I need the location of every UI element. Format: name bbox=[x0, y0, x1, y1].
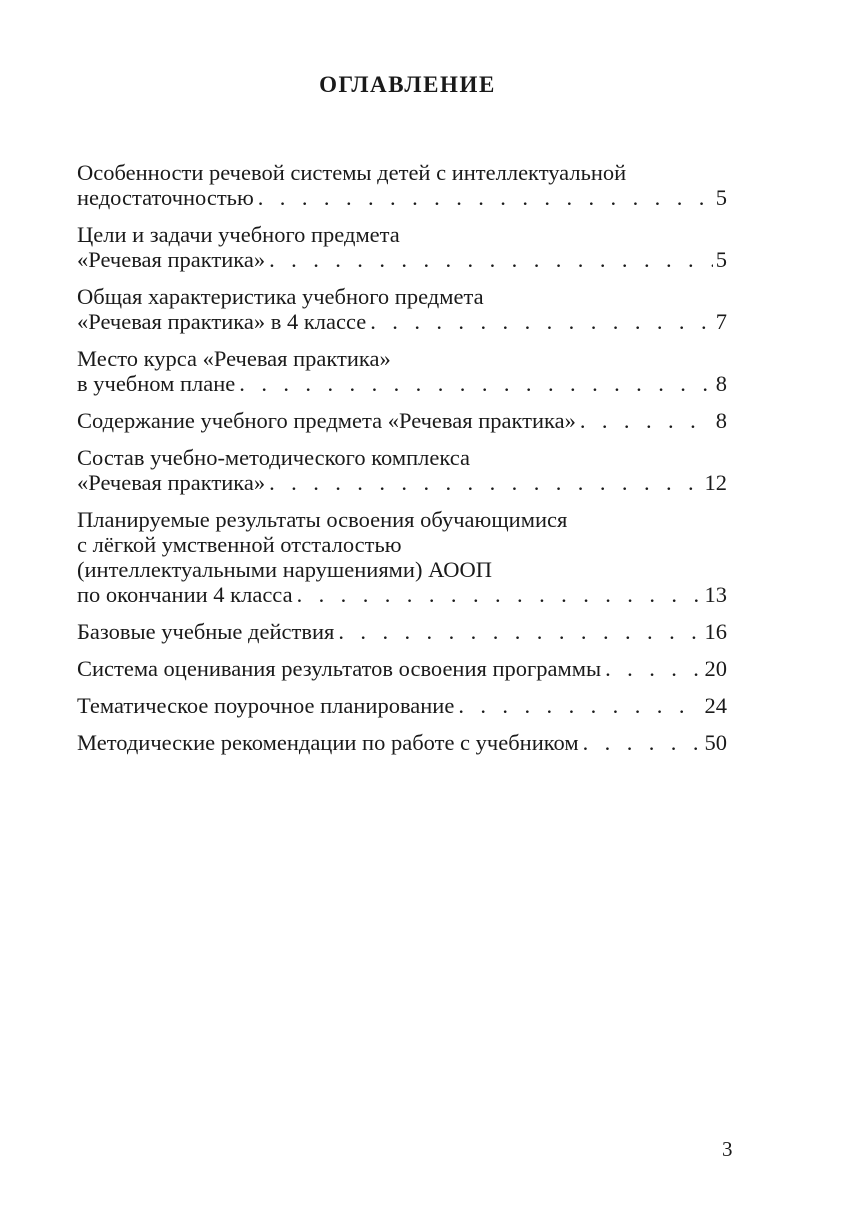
toc-page-number: 12 bbox=[704, 470, 727, 495]
toc-entry-title: «Речевая практика» bbox=[77, 470, 266, 495]
toc-entry[interactable] bbox=[77, 693, 727, 718]
toc-entry[interactable] bbox=[77, 160, 727, 210]
dot-leader bbox=[583, 730, 702, 755]
table-of-contents bbox=[77, 160, 727, 755]
dot-leader bbox=[239, 371, 712, 396]
toc-entry-title: «Речевая практика» в 4 классе bbox=[77, 309, 367, 334]
toc-page-number: 20 bbox=[704, 656, 727, 681]
toc-entry-line: Общая характеристика учебного предмета bbox=[77, 284, 484, 309]
page-number: 3 bbox=[722, 1137, 733, 1161]
toc-entry-line: Планируемые результаты освоения обучающимися bbox=[77, 507, 568, 532]
dot-leader bbox=[580, 408, 713, 433]
toc-entry[interactable] bbox=[77, 408, 727, 433]
toc-entry-title: недостаточностью bbox=[77, 185, 254, 210]
page-title: ОГЛАВЛЕНИЕ bbox=[319, 72, 496, 97]
dot-leader bbox=[269, 470, 701, 495]
toc-entry-title: «Речевая практика» bbox=[77, 247, 266, 272]
toc-entry[interactable] bbox=[77, 730, 727, 755]
toc-page-number: 8 bbox=[715, 371, 727, 396]
dot-leader bbox=[605, 656, 701, 681]
toc-entry-title: Базовые учебные действия bbox=[77, 619, 335, 644]
toc-entry-title: Методические рекомендации по работе с учебником bbox=[77, 730, 579, 755]
dot-leader bbox=[269, 247, 713, 272]
toc-entry[interactable] bbox=[77, 346, 727, 396]
toc-page-number: 5 bbox=[715, 185, 727, 210]
toc-page-number: 16 bbox=[704, 619, 727, 644]
dot-leader bbox=[258, 185, 713, 210]
toc-page-number: 5 bbox=[715, 247, 727, 272]
toc-entry-title: Система оценивания результатов освоения программы bbox=[77, 656, 602, 681]
toc-entry[interactable] bbox=[77, 445, 727, 495]
toc-entry-title: по окончании 4 класса bbox=[77, 582, 293, 607]
dot-leader bbox=[338, 619, 701, 644]
dot-leader bbox=[370, 309, 713, 334]
toc-entry[interactable] bbox=[77, 222, 727, 272]
dot-leader bbox=[458, 693, 701, 718]
toc-page-number: 13 bbox=[704, 582, 727, 607]
toc-entry-line: Место курса «Речевая практика» bbox=[77, 346, 391, 371]
toc-entry-line: Цели и задачи учебного предмета bbox=[77, 222, 400, 247]
toc-page-number: 50 bbox=[704, 730, 727, 755]
toc-entry-title: Содержание учебного предмета «Речевая практика» bbox=[77, 408, 576, 433]
toc-entry-line: (интеллектуальными нарушениями) АООП bbox=[77, 557, 492, 582]
toc-entry[interactable] bbox=[77, 284, 727, 334]
toc-entry[interactable] bbox=[77, 507, 727, 607]
toc-entry-title: в учебном плане bbox=[77, 371, 236, 396]
toc-entry[interactable] bbox=[77, 619, 727, 644]
toc-page-number: 7 bbox=[715, 309, 727, 334]
dot-leader bbox=[297, 582, 702, 607]
toc-page-number: 24 bbox=[704, 693, 727, 718]
toc-entry-line: с лёгкой умственной отсталостью bbox=[77, 532, 402, 557]
toc-entry-line: Особенности речевой системы детей с интеллектуальной bbox=[77, 160, 627, 185]
toc-entry-title: Тематическое поурочное планирование bbox=[77, 693, 455, 718]
toc-entry-line: Состав учебно-методического комплекса bbox=[77, 445, 470, 470]
toc-entry[interactable] bbox=[77, 656, 727, 681]
toc-page-number: 8 bbox=[715, 408, 727, 433]
